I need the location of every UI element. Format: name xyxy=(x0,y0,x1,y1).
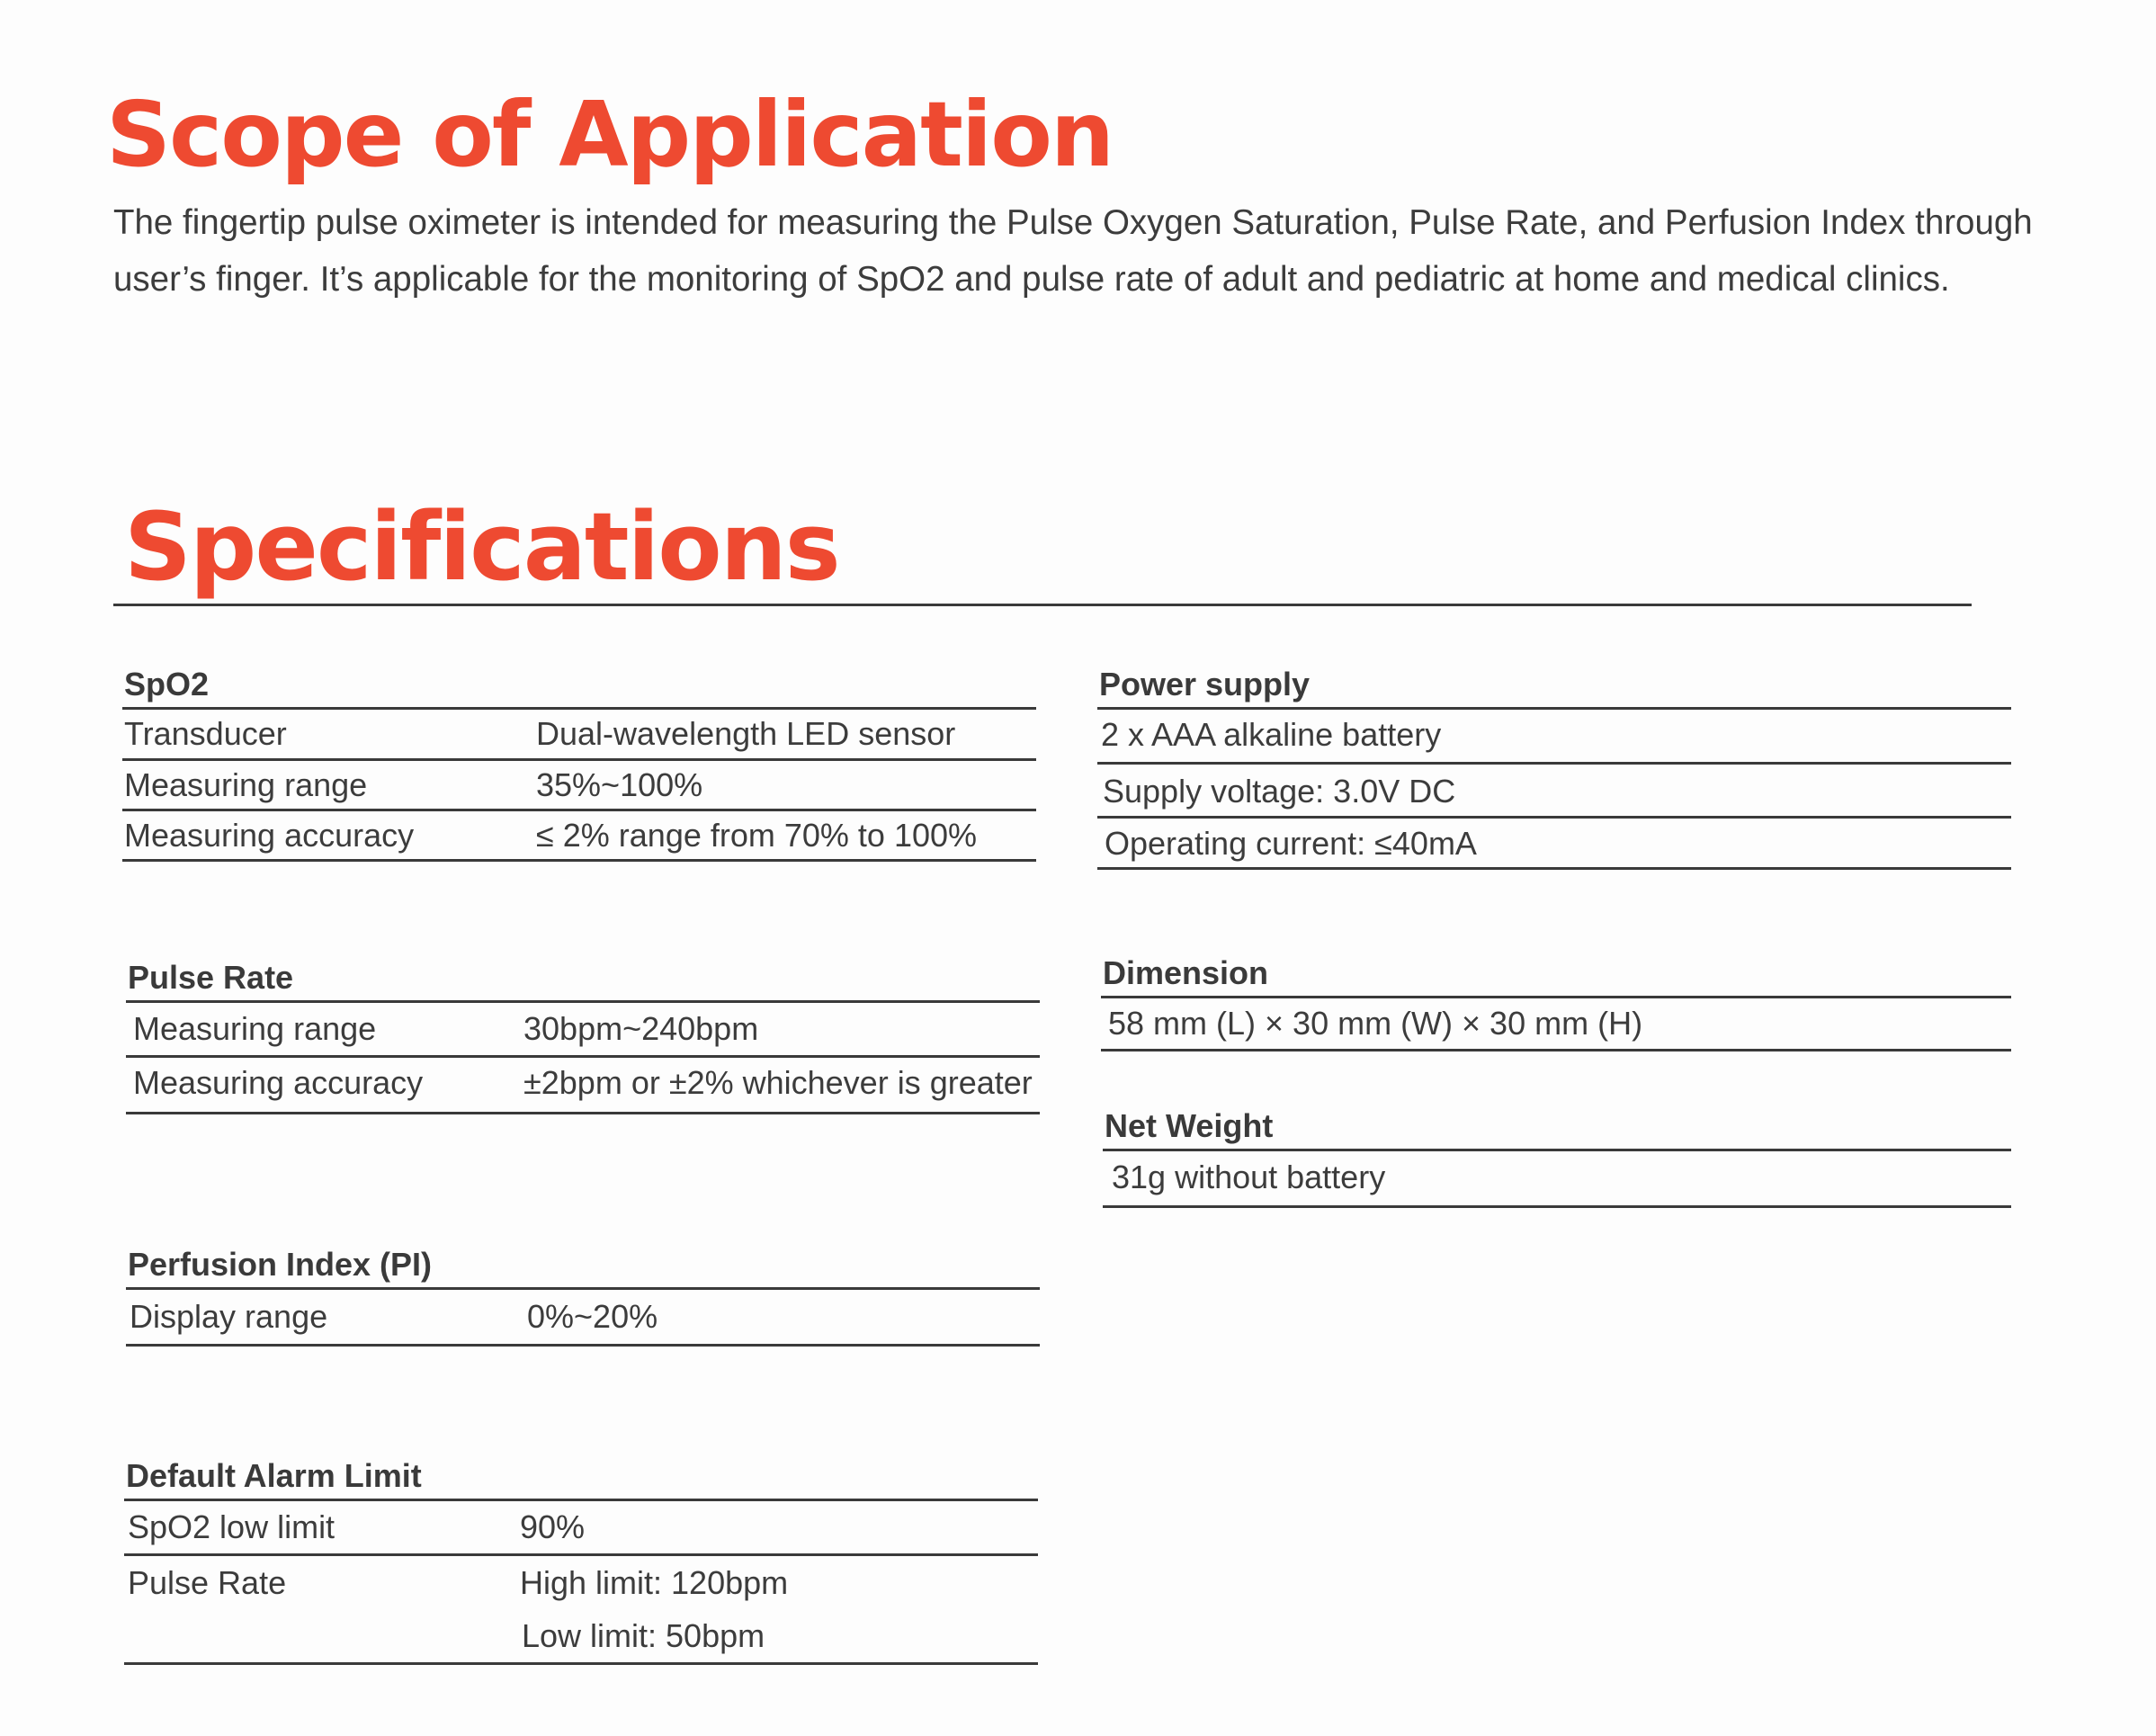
high-limit-value: High limit: 120bpm xyxy=(520,1564,789,1601)
spec-label: Display range xyxy=(130,1298,328,1335)
spec-row xyxy=(122,710,1036,761)
spec-label: SpO2 low limit xyxy=(128,1508,335,1545)
spec-label: Transducer xyxy=(124,715,287,752)
spec-value: 0%~20% xyxy=(527,1298,658,1335)
power-supply-heading: Power supply xyxy=(1097,662,2011,710)
spec-row xyxy=(1101,998,2011,1051)
spec-value: Dual-wavelength LED sensor xyxy=(536,715,956,752)
spec-row xyxy=(1097,819,2011,870)
spec-row xyxy=(1097,765,2011,819)
spec-value: Supply voltage: 3.0V DC xyxy=(1103,773,1456,810)
spec-value: Operating current: ≤40mA xyxy=(1105,825,1477,862)
spo2-heading: SpO2 xyxy=(122,662,1036,710)
perfusion-index-section xyxy=(126,1242,1040,1347)
spec-value xyxy=(520,1556,1038,1662)
spec-row xyxy=(126,1003,1040,1058)
low-limit-value: Low limit: 50bpm xyxy=(522,1617,765,1654)
spec-label: Measuring accuracy xyxy=(133,1064,424,1101)
spec-row xyxy=(126,1058,1040,1114)
spec-label: Pulse Rate xyxy=(128,1564,287,1601)
default-alarm-limit-section xyxy=(124,1454,1038,1665)
spec-value: ±2bpm or ±2% whichever is greater xyxy=(523,1064,1033,1101)
spo2-section xyxy=(122,662,1036,862)
spec-row xyxy=(122,811,1036,862)
specifications-title: Specifications xyxy=(124,492,839,602)
spec-label: Measuring accuracy xyxy=(124,817,415,854)
default-alarm-limit-heading: Default Alarm Limit xyxy=(124,1454,1038,1501)
specifications-divider xyxy=(113,604,1972,606)
spec-value: 90% xyxy=(520,1508,586,1545)
power-supply-section xyxy=(1097,662,2011,870)
spec-value: 2 x AAA alkaline battery xyxy=(1101,716,1442,753)
dimension-section xyxy=(1101,951,2011,1051)
spec-label: Measuring range xyxy=(133,1010,377,1047)
spec-value: ≤ 2% range from 70% to 100% xyxy=(536,817,978,854)
dimension-heading: Dimension xyxy=(1101,951,2011,998)
spec-label: Measuring range xyxy=(124,766,368,803)
perfusion-index-heading: Perfusion Index (PI) xyxy=(126,1242,1040,1290)
spec-value: 35%~100% xyxy=(536,766,703,803)
scope-title: Scope of Application xyxy=(106,82,1114,187)
pulse-rate-section xyxy=(126,955,1040,1114)
spec-value: 58 mm (L) × 30 mm (W) × 30 mm (H) xyxy=(1108,1005,1643,1042)
net-weight-heading: Net Weight xyxy=(1103,1104,2011,1151)
spec-row xyxy=(122,761,1036,811)
net-weight-section xyxy=(1103,1104,2011,1208)
spec-row xyxy=(1103,1151,2011,1208)
pulse-rate-heading: Pulse Rate xyxy=(126,955,1040,1003)
spec-value: 31g without battery xyxy=(1112,1159,1386,1195)
spec-row xyxy=(1097,710,2011,765)
spec-value: 30bpm~240bpm xyxy=(523,1010,759,1047)
spec-row xyxy=(126,1290,1040,1347)
spec-row xyxy=(124,1556,1038,1665)
spec-row xyxy=(124,1501,1038,1556)
scope-description: The fingertip pulse oximeter is intended for measuring the Pulse Oxygen Saturation, Pulse Rate, and Perfusion Index through user’s finger. It’s applicable for the monitoring of SpO2 and pulse rate of adult and pediatric at home and medical clinics. xyxy=(113,203,2033,299)
